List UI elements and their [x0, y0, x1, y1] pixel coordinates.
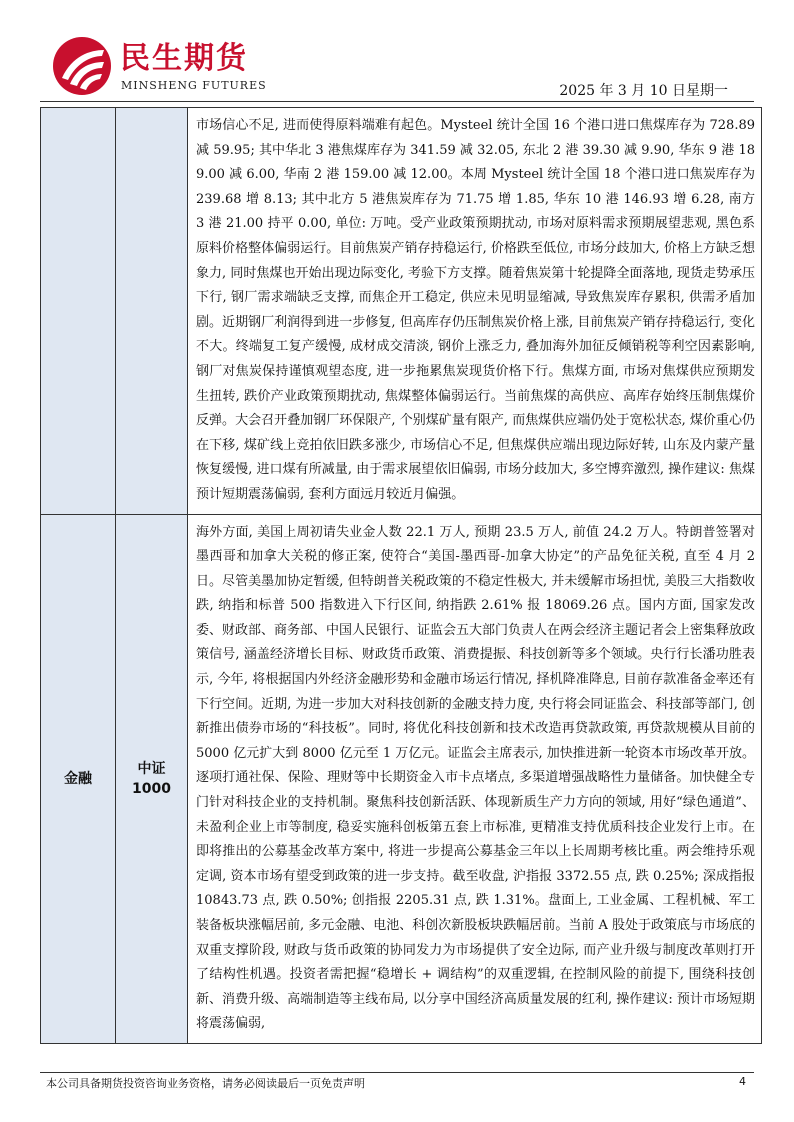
commentary-text: 海外方面, 美国上周初请失业金人数 22.1 万人, 预期 23.5 万人, 前值 24.2 万人。特朗普签署对墨西哥和加拿大关税的修正案, 使符合“美国-墨西哥-加拿大协定”的产品免征关税, 直至 4 月 2 日。尽管美墨加协定暂缓, 但特朗普关税政策的不稳定性极大, 并未缓解市场担忧, 美股三大指数收跌, 纳指和标普 500 指数进入下行区间, 纳指跌 2.61% 报 18069.26 点。国内方面, 国家发改委、财政部、商务部、中国人民银行、证监会五大部门负责人在两会经济主题记者会上密集释放政策信号, 涵盖经济增长目标、财政货币政策、消费提振、科技创新等多个领域。央行行长潘功胜表示, 今年, 将根据国内外经济金融形势和金融市场运行情况, 择机降准降息, 目前存款准备金率还有下行空间。近期, 为进一步加大对科技创新的金融支持力度, 央行将会同证监会、科技部等部门, 创新推出债券市场的“科技板”。同时, 将优化科技创新和技术改造再贷款政策, 再贷款规模从目前的 5000 亿元扩大到 8000 亿元至 1 万亿元。证监会主席表示, 加快推进新一轮资本市场改革开放。逐项打通社保、保险、理财等中长期资金入市卡点堵点, 多渠道增强战略性力量储备。加快健全专门针对科技企业的支持机制。聚焦科技创新活跃、体现新质生产力方向的领域, 用好“绿色通道”、未盈利企业上市等制度, 稳妥实施科创板第五套上市标准, 更精准支持优质科技企业发行上市。在即将推出的公募基金改革方案中, 将进一步提高公募基金三年以上长周期考核比重。两会维持乐观定调, 资本市场有望受到政策的进一步支持。截至收盘, 沪指报 3372.55 点, 跌 0.25%; 深成指报 10843.73 点, 跌 0.50%; 创指报 2205.31 点, 跌 1.31%。盘面上, 工业金属、工程机械、军工装备板块涨幅居前, 多元金融、电池、科创次新股板块跌幅居前。当前 A 股处于政策底与市场底的双重支撑阶段, 财政与货币政策的协同发力为市场提供了安全边际, 而产业升级与制度改革则打开了结构性机遇。投资者需把握“稳增长 + 调结构”的双重逻辑, 在控制风险的前提下, 围绕科技创新、消费升级、高端制造等主线布局, 以分享中国经济高质量发展的红利, 操作建议: 预计市场短期将震荡偏弱, — [196, 524, 756, 1032]
report-table — [40, 107, 762, 1044]
table-row — [41, 108, 762, 515]
commentary-cell — [188, 108, 762, 515]
commentary-cell — [188, 514, 762, 1043]
report-date: 2025 年 3 月 10 日星期一 — [559, 83, 728, 99]
sector-cell: 金融 — [41, 514, 116, 1043]
page-number: 4 — [739, 1075, 746, 1088]
brand-name-en: MINSHENG FUTURES — [121, 79, 267, 92]
sector-cell — [41, 108, 116, 515]
product-cell: 中证 1000 — [116, 514, 188, 1043]
disclaimer-note: 本公司具备期货投资咨询业务资格，请务必阅读最后一页免责声明 — [46, 1077, 365, 1090]
product-cell — [116, 108, 188, 515]
commentary-text: 市场信心不足, 进而使得原料端难有起色。Mysteel 统计全国 16 个港口进口焦煤库存为 728.89 减 59.95; 其中华北 3 港焦煤库存为 341.59 减 32.05, 东北 2 港 39.30 减 9.90, 华东 9 港 189.00 减 6.00, 华南 2 港 159.00 减 12.00。本周 Mysteel 统计全国 18 个港口进口焦炭库存为 239.68 增 8.13; 其中北方 5 港焦炭库存为 71.75 增 1.85, 华东 10 港 146.93 增 6.28, 南方 3 港 21.00 持平 0.00, 单位: 万吨。受产业政策预期扰动, 市场对原料需求预期展望悲观, 黑色系原料价格整体偏弱运行。目前焦炭产销存持稳运行, 价格跌至低位, 市场分歧加大, 价格上方缺乏想象力, 同时焦煤也开始出现边际变化, 考验下方支撑。随着焦炭第十轮提降全面落地, 现货走势承压下行, 钢厂需求端缺乏支撑, 而焦企开工稳定, 供应未见明显缩减, 导致焦炭库存累积, 供需矛盾加剧。近期钢厂利润得到进一步修复, 但高库存仍压制焦炭价格上涨, 目前焦炭产销存持稳运行, 变化不大。终端复工复产缓慢, 成材成交清淡, 钢价上涨乏力, 叠加海外加征反倾销税等利空因素影响, 钢厂对焦炭保持谨慎观望态度, 进一步拖累焦炭现货价格下行。焦煤方面, 市场对焦煤供应预期发生扭转, 跌价产业政策预期扰动, 焦煤整体偏弱运行。当前焦煤的高供应、高库存始终压制焦煤价反弹。大会召开叠加钢厂环保限产, 个别煤矿量有限产, 而焦煤供应端仍处于宽松状态, 煤价重心仍在下移, 煤矿线上竞拍依旧跌多涨少, 市场信心不足, 但焦煤供应端出现边际好转, 山东及内蒙产量恢复缓慢, 进口煤有所减量, 由于需求展望依旧偏弱, 市场分歧加大, 多空博弈激烈, 操作建议: 焦煤预计短期震荡偏弱, 套利方面远月较近月偏强。 — [196, 118, 755, 502]
brand-name-cn: 民生期货 — [120, 41, 248, 76]
footer-divider — [40, 1072, 754, 1073]
table-row — [41, 514, 762, 1043]
header-divider — [40, 101, 754, 102]
minsheng-logo-icon — [52, 36, 112, 96]
